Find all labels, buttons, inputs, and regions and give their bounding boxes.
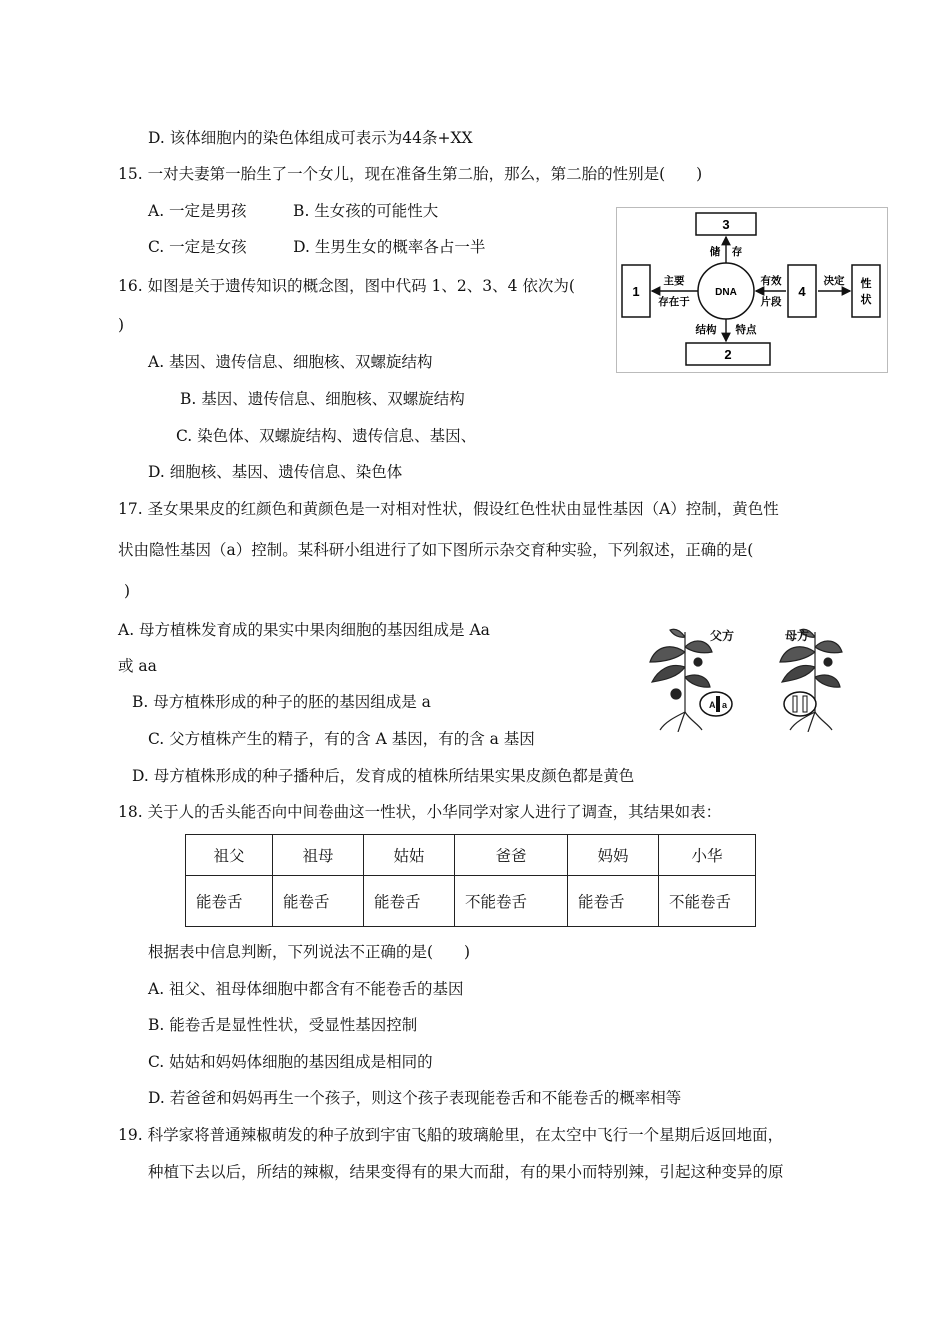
lbl-feature: 特点 bbox=[735, 324, 757, 336]
q15-options-ab: A. 一定是男孩 B. 生女孩的可能性大 bbox=[148, 202, 439, 220]
table-header: 祖父 bbox=[186, 835, 273, 876]
q16-stem-end: ) bbox=[118, 316, 125, 334]
table-header: 小华 bbox=[659, 835, 756, 876]
box-4-label: 4 bbox=[798, 284, 806, 299]
lbl-segment: 片段 bbox=[760, 296, 782, 308]
lbl-structure: 结构 bbox=[695, 324, 717, 336]
box-1-label: 1 bbox=[632, 284, 640, 299]
q18-stem: 18. 关于人的舌头能否向中间卷曲这一性状，小华同学对家人进行了调查，其结果如表： bbox=[118, 803, 722, 821]
table-row bbox=[186, 876, 756, 927]
father-plant bbox=[650, 629, 712, 732]
q17-stem-3: ) bbox=[124, 582, 131, 600]
q16-option-b: B. 基因、遗传信息、细胞核、双螺旋结构 bbox=[180, 390, 465, 408]
mother-flower bbox=[784, 692, 816, 716]
table-header: 姑姑 bbox=[364, 835, 455, 876]
q19-stem-1: 19. 科学家将普通辣椒萌发的种子放到宇宙飞船的玻璃舱里，在太空中飞行一个星期后返回地面， bbox=[118, 1126, 784, 1144]
q15-options-cd: C. 一定是女孩 D. 生男生女的概率各占一半 bbox=[148, 238, 486, 256]
table-cell: 能卷舌 bbox=[273, 876, 364, 927]
mother-label: 母方 bbox=[785, 629, 810, 643]
q17-option-c: C. 父方植株产生的精子，有的含 A 基因，有的含 a 基因 bbox=[148, 730, 535, 748]
lbl-store-1: 储 bbox=[709, 246, 721, 258]
q18-option-b: B. 能卷舌是显性性状，受显性基因控制 bbox=[148, 1016, 418, 1034]
q16-option-a: A. 基因、遗传信息、细胞核、双螺旋结构 bbox=[148, 353, 433, 371]
q14-option-d: D. 该体细胞内的染色体组成可表示为44条+XX bbox=[148, 129, 473, 147]
lbl-exist: 存在于 bbox=[658, 296, 690, 308]
table-header: 妈妈 bbox=[568, 835, 659, 876]
lbl-effective: 有效 bbox=[760, 275, 782, 287]
q18-question: 根据表中信息判断，下列说法不正确的是( ) bbox=[148, 943, 471, 961]
q15-stem: 15. 一对夫妻第一胎生了一个女儿，现在准备生第二胎，那么，第二胎的性别是( ) bbox=[118, 165, 703, 183]
lbl-decide: 决定 bbox=[823, 275, 845, 287]
q17-option-a-cont: 或 aa bbox=[118, 657, 157, 675]
dna-label: DNA bbox=[715, 287, 737, 298]
table-header: 祖母 bbox=[273, 835, 364, 876]
q18-option-a: A. 祖父、祖母体细胞中都含有不能卷舌的基因 bbox=[148, 980, 464, 998]
table-cell: 不能卷舌 bbox=[659, 876, 756, 927]
svg-text:A: A bbox=[709, 700, 716, 710]
svg-text:a: a bbox=[722, 700, 728, 710]
q16-option-d: D. 细胞核、基因、遗传信息、染色体 bbox=[148, 463, 403, 481]
table-header: 爸爸 bbox=[455, 835, 568, 876]
survey-table bbox=[185, 834, 756, 927]
q17-stem-1: 17. 圣女果果皮的红颜色和黄颜色是一对相对性状，假设红色性状由显性基因（A）控制，黄色性 bbox=[118, 500, 779, 518]
table-cell: 不能卷舌 bbox=[455, 876, 568, 927]
lbl-main: 主要 bbox=[663, 275, 685, 287]
box-2-label: 2 bbox=[724, 347, 732, 362]
box-3-label: 3 bbox=[722, 217, 730, 232]
q17-option-a: A. 母方植株发育成的果实中果肉细胞的基因组成是 Aa bbox=[118, 621, 490, 639]
trait-label-1: 性 bbox=[860, 278, 872, 290]
q18-option-c: C. 姑姑和妈妈体细胞的基因组成是相同的 bbox=[148, 1053, 433, 1071]
q17-stem-2: 状由隐性基因（a）控制。某科研小组进行了如下图所示杂交育种实验，下列叙述，正确的是( bbox=[118, 541, 754, 559]
mother-plant bbox=[780, 629, 842, 732]
table-cell: 能卷舌 bbox=[364, 876, 455, 927]
q17-option-d: D. 母方植株形成的种子播种后，发育成的植株所结果实果皮颜色都是黄色 bbox=[132, 767, 635, 785]
father-label: 父方 bbox=[710, 629, 735, 643]
q16-stem: 16. 如图是关于遗传知识的概念图，图中代码 1、2、3、4 依次为( bbox=[118, 277, 575, 295]
q16-option-c: C. 染色体、双螺旋结构、遗传信息、基因、 bbox=[176, 427, 477, 445]
trait-label-2: 状 bbox=[860, 294, 872, 306]
concept-map-figure bbox=[616, 207, 888, 373]
plants-figure bbox=[640, 622, 880, 732]
q18-option-d: D. 若爸爸和妈妈再生一个孩子，则这个孩子表现能卷舌和不能卷舌的概率相等 bbox=[148, 1089, 682, 1107]
table-cell: 能卷舌 bbox=[568, 876, 659, 927]
trait-box bbox=[852, 265, 880, 317]
q17-option-b: B. 母方植株形成的种子的胚的基因组成是 a bbox=[132, 693, 431, 711]
table-cell: 能卷舌 bbox=[186, 876, 273, 927]
q19-stem-2: 种植下去以后，所结的辣椒，结果变得有的果大而甜，有的果小而特别辣，引起这种变异的原 bbox=[148, 1163, 784, 1181]
table-header-row bbox=[186, 835, 756, 876]
lbl-store-2: 存 bbox=[731, 246, 743, 258]
